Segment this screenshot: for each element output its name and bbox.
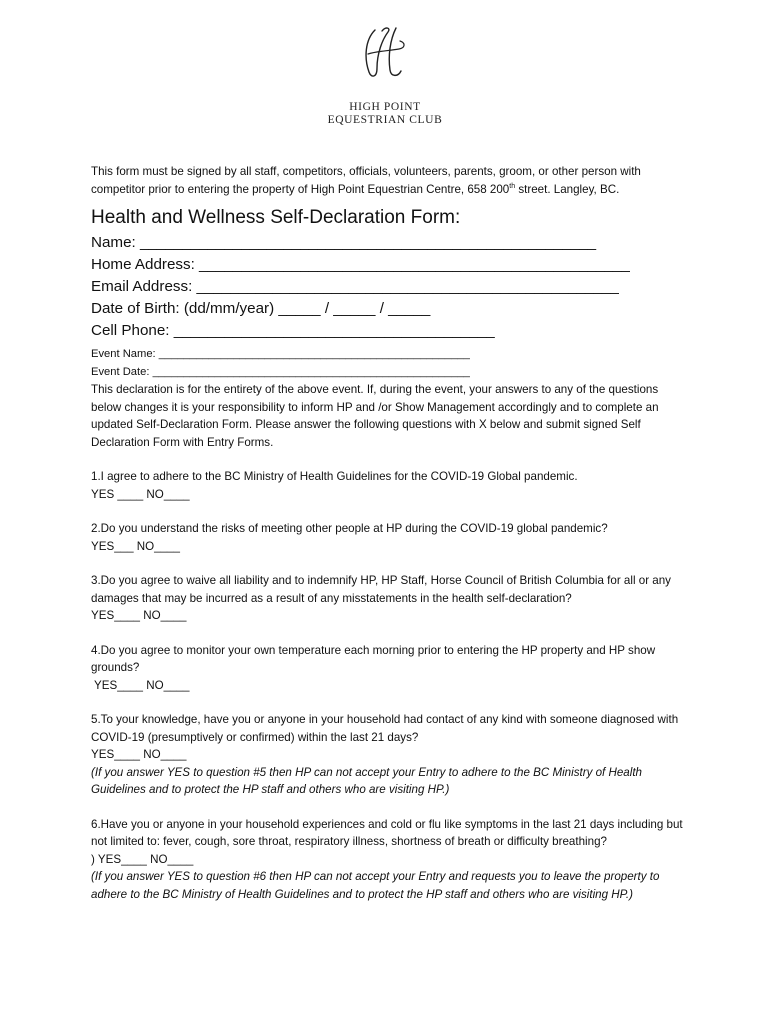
name-field[interactable]: Name: ______________________________________________________ xyxy=(91,234,597,251)
form-title: Health and Wellness Self-Declaration Form: xyxy=(91,207,461,228)
declaration-paragraph: This declaration is for the entirety of the above event. If, during the event, your answers to any of the questions below changes it is your responsibility to inform HP and /or Show Management accordingly and to complete an updated Self-Declaration Form. Please answer the following questions with X below and submit signed Self Declaration Form with Entry Forms. xyxy=(91,383,659,449)
question-text: 2.Do you understand the risks of meeting other people at HP during the COVID-19 global pandemic? xyxy=(91,522,608,535)
yes-no-answer[interactable]: YES____ NO____ xyxy=(91,609,187,622)
question-note: (If you answer YES to question #5 then HP can not accept your Entry to adhere to the BC Ministry of Health Guidelines and to protect the HP staff and others who are visiting HP.) xyxy=(91,765,642,796)
question-1 xyxy=(91,468,691,503)
club-logo xyxy=(0,24,770,127)
cell-phone-field[interactable]: Cell Phone: ______________________________________ xyxy=(91,322,495,339)
email-address-field[interactable]: Email Address: __________________________________________________ xyxy=(91,278,619,295)
question-5 xyxy=(91,711,691,799)
question-6 xyxy=(91,816,691,904)
home-address-field[interactable]: Home Address: ___________________________________________________ xyxy=(91,256,630,273)
yes-no-answer[interactable]: YES____ NO____ xyxy=(91,678,190,692)
event-name-field[interactable]: Event Name: __________________________________________________ xyxy=(91,348,470,360)
yes-no-answer[interactable]: YES ____ NO____ xyxy=(91,487,190,501)
question-text: 1.I agree to adhere to the BC Ministry of Health Guidelines for the COVID-19 Global pandemic. xyxy=(91,470,578,483)
question-text: 4.Do you agree to monitor your own temperature each morning prior to entering the HP property and HP show grounds? xyxy=(91,643,656,674)
form-body xyxy=(91,163,691,903)
brand-name-line1: HIGH POINT xyxy=(349,101,421,113)
yes-no-answer[interactable]: YES___ NO____ xyxy=(91,539,180,553)
event-date-field[interactable]: Event Date: ___________________________________________________ xyxy=(91,365,470,378)
question-2 xyxy=(91,520,691,555)
intro-text: This form must be signed by all staff, competitors, officials, volunteers, parents, groom, or other person with competitor prior to entering the property of High Point Equestrian Centre, 658 200 xyxy=(91,165,641,196)
question-text: 6.Have you or anyone in your household experiences and cold or flu like symptoms in the last 21 days including but not limited to: fever, cough, sore throat, respiratory illness, shortness of breath or difficulty breathing? xyxy=(91,817,683,848)
yes-no-answer[interactable]: YES____ NO____ xyxy=(91,748,187,761)
question-4 xyxy=(91,642,691,695)
intro-text-end: street. Langley, BC. xyxy=(515,182,620,196)
monogram-logo-icon xyxy=(355,24,415,80)
date-of-birth-field[interactable]: Date of Birth: (dd/mm/year) _____ / _____ / _____ xyxy=(91,300,431,317)
question-3 xyxy=(91,572,691,625)
yes-no-answer[interactable]: ) YES____ NO____ xyxy=(91,852,194,866)
question-text: 3.Do you agree to waive all liability and to indemnify HP, HP Staff, Horse Council of British Columbia for all or any damages that may be incurred as a result of any misstatements in the health self-declaration? xyxy=(91,574,671,605)
brand-name-line2: EQUESTRIAN CLUB xyxy=(327,114,443,126)
event-fields xyxy=(91,346,691,381)
question-text: 5.To your knowledge, have you or anyone in your household had contact of any kind with someone diagnosed with COVID-19 (presumptively or confirmed) within the last 21 days? xyxy=(91,713,679,744)
intro-superscript: th xyxy=(509,182,516,190)
personal-fields xyxy=(91,232,691,342)
intro-paragraph xyxy=(91,163,691,198)
question-note: (If you answer YES to question #6 then HP can not accept your Entry and requests you to leave the property to adhere to the BC Ministry of Health Guidelines and to protect the HP staff and others who are visiting HP.) xyxy=(91,870,660,901)
